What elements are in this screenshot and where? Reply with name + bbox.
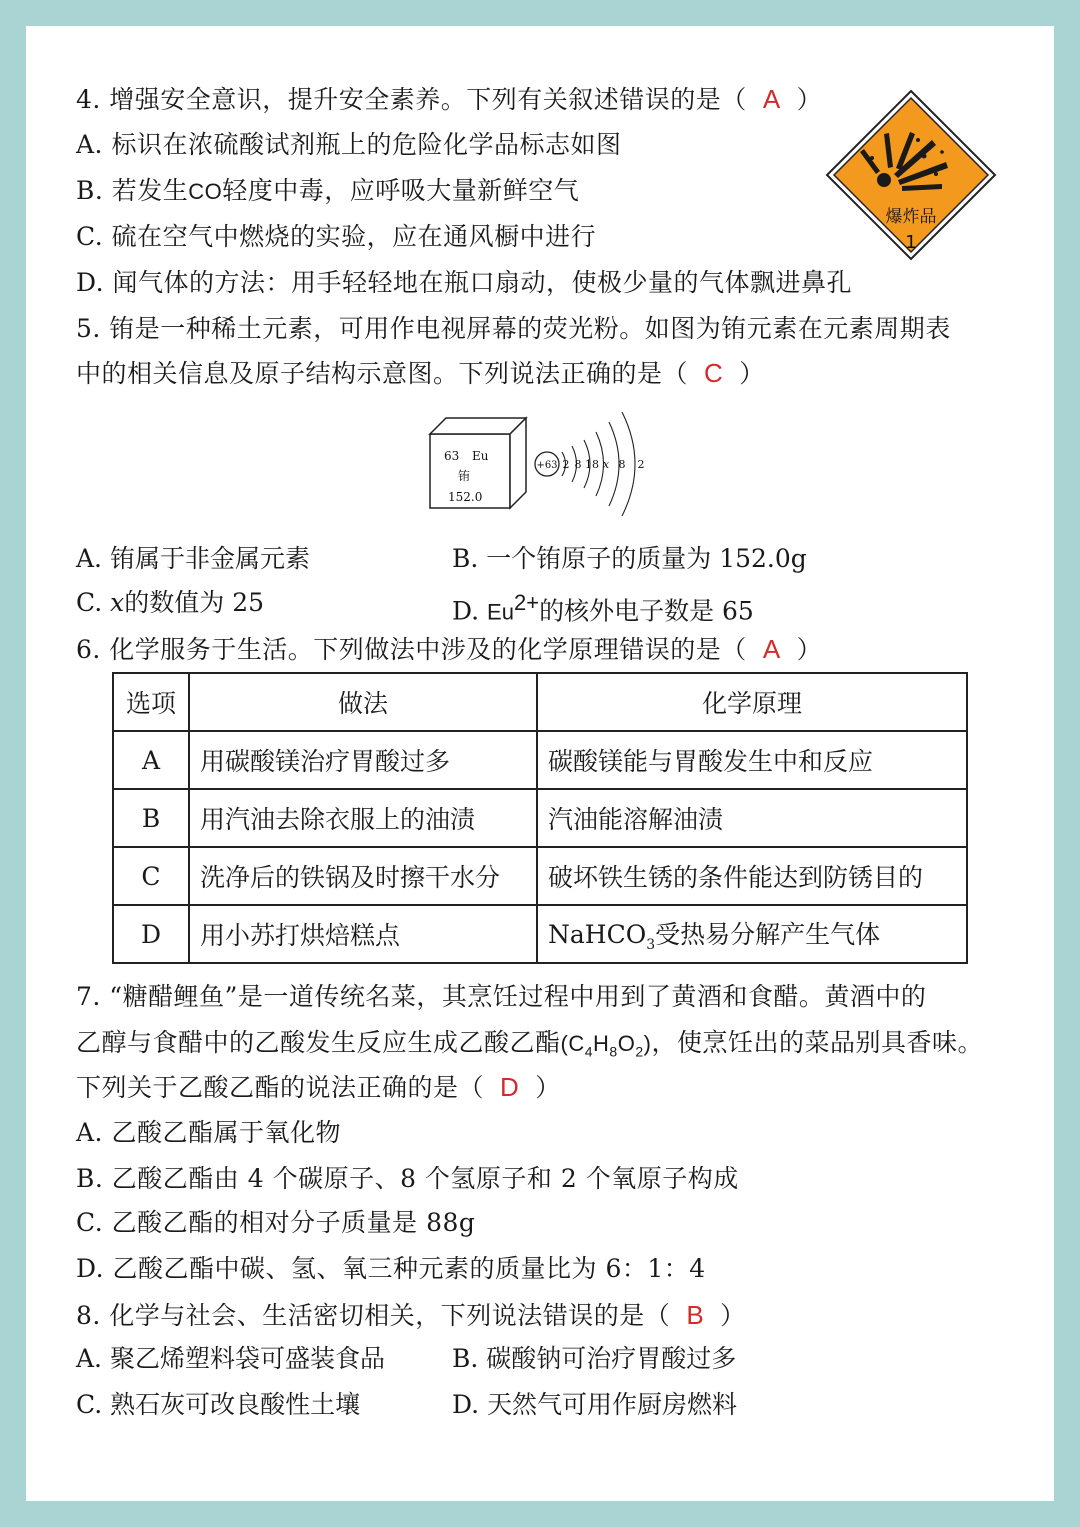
sign-label: 爆炸品 <box>885 207 937 227</box>
shell-2: 8 <box>574 458 582 471</box>
element-card <box>430 418 526 508</box>
q7-option-c: C. 乙酸乙酯的相对分子质量是 88g <box>76 1208 476 1237</box>
q4-option-d: D. 闻气体的方法：用手轻轻地在瓶口扇动，使极少量的气体飘进鼻孔 <box>76 268 853 297</box>
q5-option-a: A. 铕属于非金属元素 <box>76 544 310 573</box>
q4-answer: A <box>762 84 781 114</box>
q7-option-a: A. 乙酸乙酯属于氧化物 <box>76 1118 341 1147</box>
q5-option-d: D. $Eu^{2+}$的核外电子数是 65 <box>452 590 754 626</box>
q8-option-d: D. 天然气可用作厨房燃料 <box>452 1390 738 1419</box>
q4-stem: 4. 增强安全意识，提升安全素养。下列有关叙述错误的是（ A ） <box>76 84 823 114</box>
row-method: 用小苏打烘焙糕点 <box>189 905 537 963</box>
table-row <box>113 847 967 905</box>
table-row <box>113 731 967 789</box>
q7-answer: D <box>500 1072 520 1102</box>
q7-stem-line2: 乙醇与食醋中的乙酸发生反应生成乙酸乙酯$(C_4H_8O_2)$，使烹饪出的菜品别具香味。 <box>76 1028 983 1060</box>
element-name: 铕 <box>458 469 471 483</box>
row-method: 洗净后的铁锅及时擦干水分 <box>189 847 537 905</box>
atomic-mass: 152.0 <box>448 490 483 504</box>
shell-1: 2 <box>562 458 570 471</box>
row-option: C <box>113 847 189 905</box>
element-symbol: Eu <box>472 449 489 463</box>
header-option: 选项 <box>113 673 189 731</box>
q5-option-c: C. x的数值为 25 <box>76 588 265 617</box>
header-method: 做法 <box>189 673 537 731</box>
q7-stem-line3: 下列关于乙酸乙酯的说法正确的是（ D ） <box>76 1072 561 1102</box>
q8-stem: 8. 化学与社会、生活密切相关，下列说法错误的是（ B ） <box>76 1300 746 1330</box>
table-row <box>113 789 967 847</box>
nucleus-charge: +63 <box>536 460 558 471</box>
atom-structure <box>535 412 645 516</box>
worksheet-page <box>26 26 1054 1501</box>
explosive-hazard-sign <box>824 88 998 262</box>
europium-diagram <box>426 400 666 518</box>
row-option: A <box>113 731 189 789</box>
q5-answer: C <box>704 358 724 388</box>
q5-stem-line2: 中的相关信息及原子结构示意图。下列说法正确的是（ C ） <box>76 358 765 388</box>
q5-option-b: B. 一个铕原子的质量为 152.0g <box>452 544 807 573</box>
row-method: 用碳酸镁治疗胃酸过多 <box>189 731 537 789</box>
row-option: D <box>113 905 189 963</box>
row-method: 用汽油去除衣服上的油渍 <box>189 789 537 847</box>
q8-option-b: B. 碳酸钠可治疗胃酸过多 <box>452 1344 737 1373</box>
q5-stem-line1: 5. 铕是一种稀土元素，可用作电视屏幕的荧光粉。如图为铕元素在元素周期表 <box>76 314 951 343</box>
shell-4: x <box>602 458 610 471</box>
row-principle: 破坏铁生锈的条件能达到防锈目的 <box>537 847 967 905</box>
header-principle: 化学原理 <box>537 673 967 731</box>
q7-option-d: D. 乙酸乙酯中碳、氢、氧三种元素的质量比为 6：1：4 <box>76 1254 706 1283</box>
q6-table <box>112 672 968 964</box>
shell-6: 2 <box>637 458 645 471</box>
q4-option-a: A. 标识在浓硫酸试剂瓶上的危险化学品标志如图 <box>76 130 622 159</box>
atomic-number: 63 <box>444 449 460 463</box>
shell-5: 8 <box>618 458 626 471</box>
ethyl-acetate-formula: $(C_4H_8O_2)$ <box>560 1031 652 1060</box>
shell-3: 18 <box>585 458 599 471</box>
table-row <box>113 905 967 963</box>
q8-option-a: A. 聚乙烯塑料袋可盛装食品 <box>76 1344 385 1373</box>
row-principle: 汽油能溶解油渍 <box>537 789 967 847</box>
q6-answer: A <box>762 634 781 664</box>
q6-stem: 6. 化学服务于生活。下列做法中涉及的化学原理错误的是（ A ） <box>76 634 823 664</box>
q7-option-b: B. 乙酸乙酯由 4 个碳原子、8 个氢原子和 2 个氧原子构成 <box>76 1164 739 1193</box>
q4-option-b: B. 若发生CO轻度中毒，应呼吸大量新鲜空气 <box>76 176 580 205</box>
q8-answer: B <box>686 1300 705 1330</box>
row-option: B <box>113 789 189 847</box>
q7-stem-line1: 7. “糖醋鲤鱼”是一道传统名菜，其烹饪过程中用到了黄酒和食醋。黄酒中的 <box>76 982 927 1011</box>
sign-number: 1 <box>905 232 917 253</box>
row-principle: NaHCO$_3$受热易分解产生气体 <box>537 905 967 963</box>
row-principle: 碳酸镁能与胃酸发生中和反应 <box>537 731 967 789</box>
q8-option-c: C. 熟石灰可改良酸性土壤 <box>76 1390 361 1419</box>
q4-option-c: C. 硫在空气中燃烧的实验，应在通风橱中进行 <box>76 222 597 251</box>
table-header-row <box>113 673 967 731</box>
